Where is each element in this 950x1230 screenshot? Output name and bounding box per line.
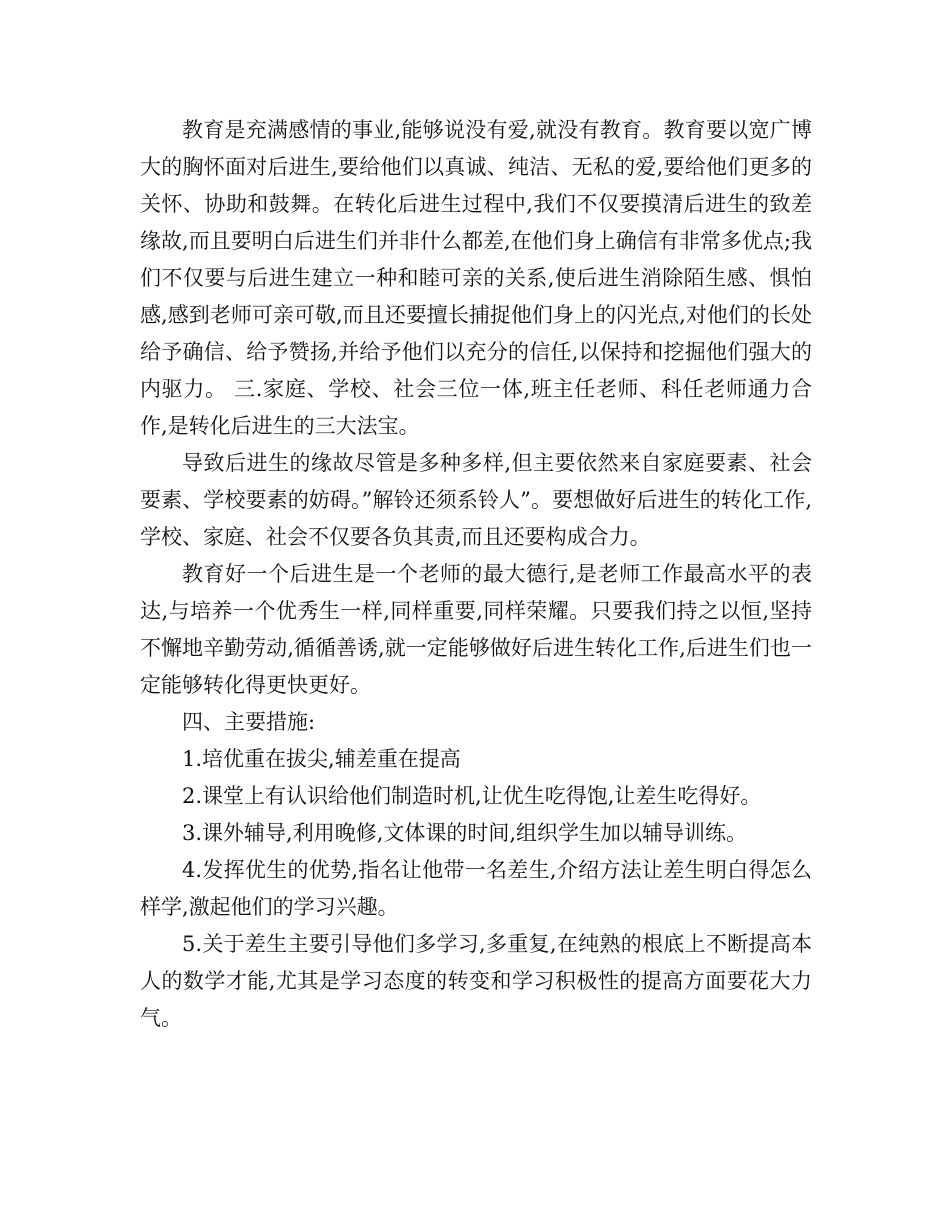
list-item-measure-4: 4.发挥优生的优势,指名让他带一名差生,介绍方法让差生明白得怎么样学,激起他们的学习兴趣。	[140, 858, 812, 919]
section-heading-measures: 四、主要措施:	[182, 710, 316, 734]
list-item-measure-1: 1.培优重在拔尖,辅差重在提高	[182, 747, 461, 771]
list-item-measure-3: 3.课外辅导,利用晚修,文体课的时间,组织学生加以辅导训练。	[182, 821, 748, 845]
list-item-measure-5: 5.关于差生主要引导他们多学习,多重复,在纯熟的根底上不断提高本人的数学才能,尤其是学习态度的转变和学习积极性的提高方面要花大力气。	[140, 932, 812, 1030]
paragraph-education-love: 教育是充满感情的事业,能够说没有爱,就没有教育。教育要以宽广博大的胸怀面对后进生,要给他们以真诚、纯洁、无私的爱,要给他们更多的关怀、协助和鼓舞。在转化后进生过程中,我们不仅要摸清后进生的致差缘故,而且要明白后进生们并非什么都差,在他们身上确信有非常多优点;我们不仅要与后进生建立一种和睦可亲的关系,使后进生消除陌生感、惧怕感,感到老师可亲可敬,而且还要擅长捕捉他们身上的闪光点,对他们的长处给予确信、给予赞扬,并给予他们以充分的信任,以保持和挖掘他们强大的内驱力。 三.家庭、学校、社会三位一体,班主任老师、科任老师通力合作,是转化后进生的三大法宝。	[140, 118, 812, 438]
paragraph-causes: 导致后进生的缘故尽管是多种多样,但主要依然来自家庭要素、社会要素、学校要素的妨碍。”解铃还须系铃人”。要想做好后进生的转化工作,学校、家庭、社会不仅要各负其责,而且还要构成合力。	[140, 451, 812, 549]
document-body	[140, 112, 812, 1037]
paragraph-virtue: 教育好一个后进生是一个老师的最大德行,是老师工作最高水平的表达,与培养一个优秀生一样,同样重要,同样荣耀。只要我们持之以恒,坚持不懈地辛勤劳动,循循善诱,就一定能够做好后进生转化工作,后进生们也一定能够转化得更快更好。	[140, 562, 812, 697]
list-item-measure-2: 2.课堂上有认识给他们制造时机,让优生吃得饱,让差生吃得好。	[182, 784, 762, 808]
